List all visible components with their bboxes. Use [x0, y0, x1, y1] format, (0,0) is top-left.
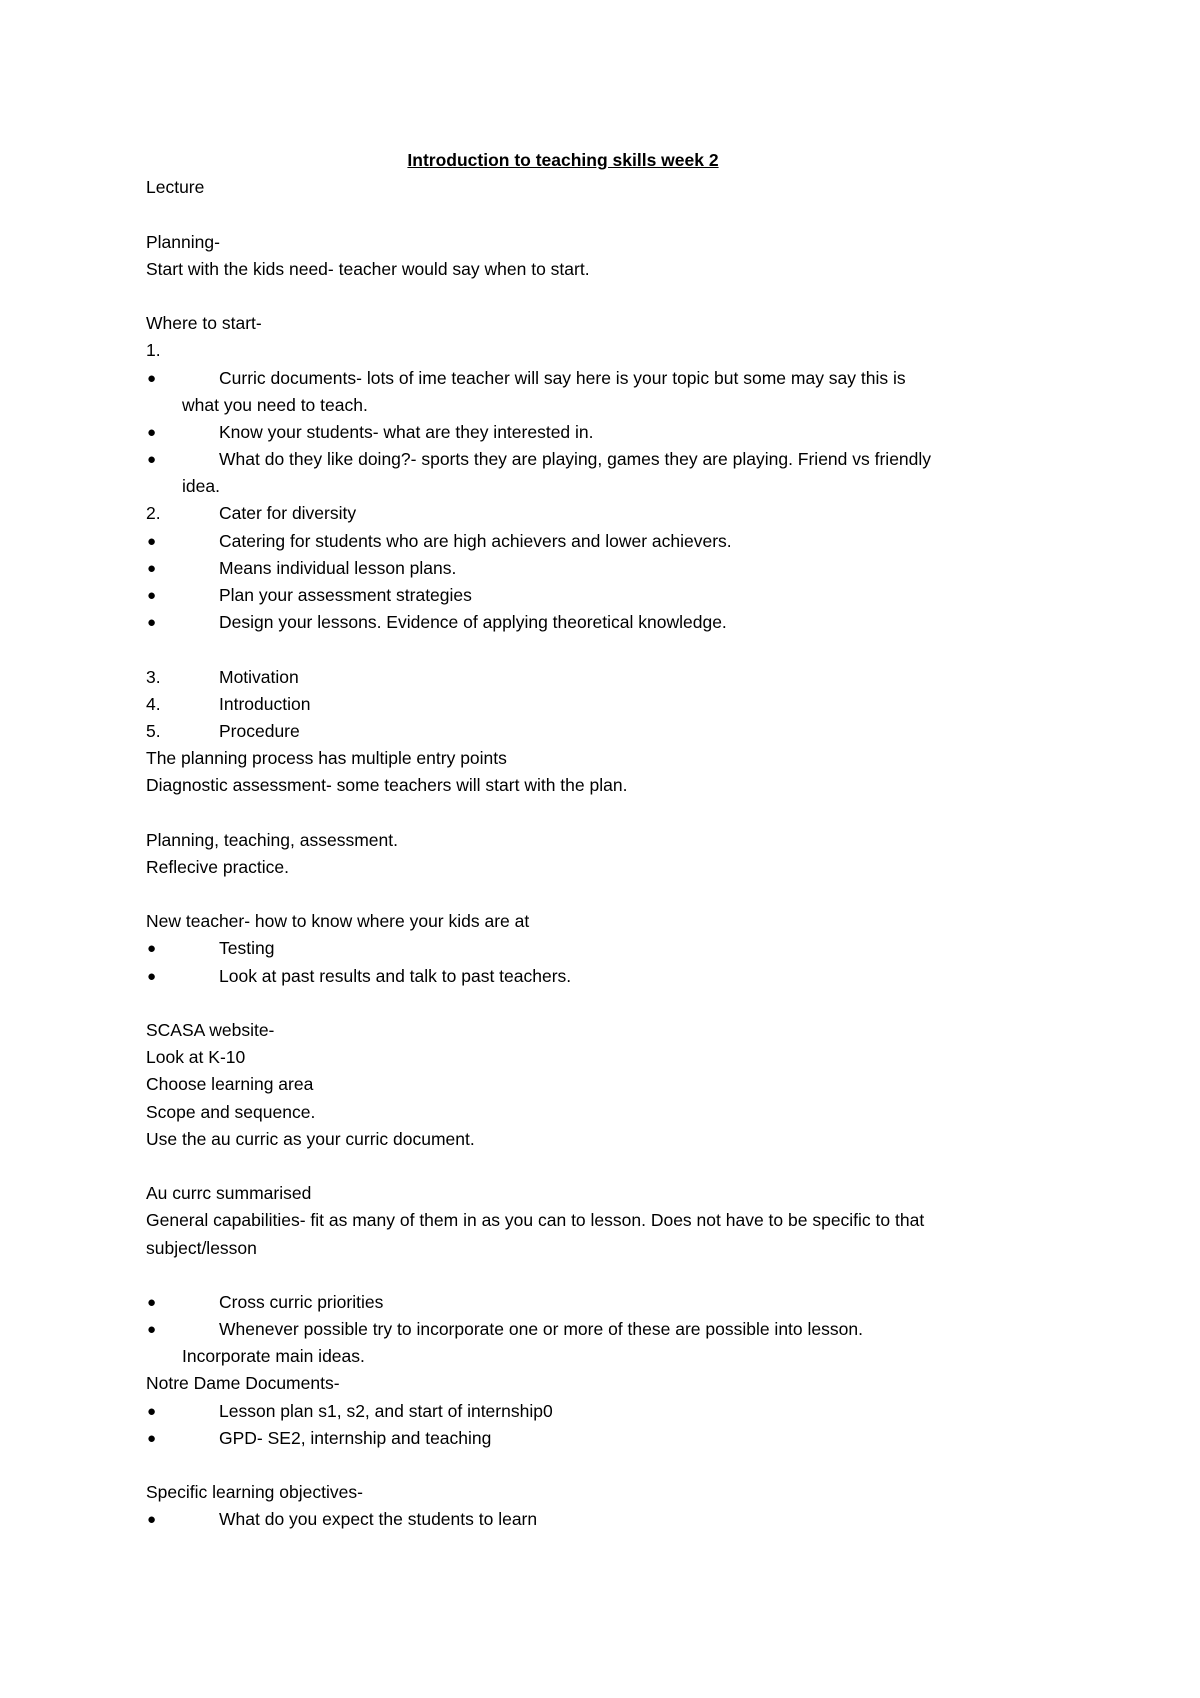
list-number: 1.: [146, 340, 161, 361]
text-line: Where to start-: [146, 313, 262, 334]
text-line: Specific learning objectives-: [146, 1482, 363, 1503]
list-item: ● Cross curric priorities: [146, 1289, 1066, 1316]
bullet-icon: ●: [147, 940, 157, 958]
bullet-icon: ●: [147, 1402, 157, 1420]
text-line: Lecture: [146, 177, 205, 198]
blank-line: [146, 1262, 1066, 1289]
blank-line: [146, 881, 1066, 908]
numbered-item: 5. Procedure: [146, 720, 300, 741]
numbered-item: 3. Motivation: [146, 666, 299, 687]
bullet-icon: ●: [147, 1321, 157, 1339]
bullet-icon: ●: [147, 423, 157, 441]
bullet-icon: ●: [147, 614, 157, 632]
text-line: Planning-: [146, 231, 220, 252]
text-line: New teacher- how to know where your kids are at: [146, 911, 530, 932]
numbered-item: 2. Cater for diversity: [146, 503, 357, 524]
list-item: ● Catering for students who are high achievers and lower achievers.: [146, 528, 1066, 555]
text-line: Reflecive practice.: [146, 856, 289, 877]
text-line: Use the au curric as your curric document.: [146, 1128, 475, 1149]
text-line: Au currc summarised: [146, 1183, 312, 1204]
blank-line: [146, 1452, 1066, 1479]
bullet-icon: ●: [147, 1293, 157, 1311]
document-title: Introduction to teaching skills week 2: [407, 150, 719, 170]
text-line: subject/lesson: [146, 1237, 257, 1258]
list-item: ● Know your students- what are they interested in.: [146, 419, 1066, 446]
text-line: Diagnostic assessment- some teachers will start with the plan.: [146, 775, 628, 796]
list-item: ● What do you expect the students to learn: [146, 1506, 1066, 1533]
bullet-icon: ●: [147, 1511, 157, 1529]
bullet-icon: ●: [147, 967, 157, 985]
text-line: Notre Dame Documents-: [146, 1373, 340, 1394]
document-body: [146, 147, 1066, 1534]
text-line: Planning, teaching, assessment.: [146, 829, 398, 850]
numbered-item: 4. Introduction: [146, 693, 311, 714]
text-line: The planning process has multiple entry points: [146, 748, 507, 769]
bullet-icon: ●: [147, 1429, 157, 1447]
list-item: ● Lesson plan s1, s2, and start of internship0: [146, 1398, 1066, 1425]
list-item-continuation: what you need to teach.: [182, 394, 368, 415]
blank-line: [146, 636, 1066, 663]
list-item-continuation: Incorporate main ideas.: [182, 1346, 365, 1367]
list-item: ● Plan your assessment strategies: [146, 582, 1066, 609]
text-line: Scope and sequence.: [146, 1101, 316, 1122]
blank-line: [146, 283, 1066, 310]
list-item-continuation: idea.: [182, 476, 220, 497]
text-line: Start with the kids need- teacher would say when to start.: [146, 258, 590, 279]
list-item: ● Means individual lesson plans.: [146, 555, 1066, 582]
bullet-icon: ●: [147, 532, 157, 550]
list-item: ● Look at past results and talk to past teachers.: [146, 963, 1066, 990]
list-item: ● GPD- SE2, internship and teaching: [146, 1425, 1066, 1452]
bullet-icon: ●: [147, 451, 157, 469]
text-line: Look at K-10: [146, 1047, 246, 1068]
list-item: ● Testing: [146, 935, 1066, 962]
blank-line: [146, 1153, 1066, 1180]
blank-line: [146, 201, 1066, 228]
list-item: ● Design your lessons. Evidence of applying theoretical knowledge.: [146, 609, 1066, 636]
list-item: ● Curric documents- lots of ime teacher will say here is your topic but some may say this is: [146, 365, 1066, 392]
text-line: General capabilities- fit as many of them in as you can to lesson. Does not have to be specific to that: [146, 1210, 925, 1231]
bullet-icon: ●: [147, 369, 157, 387]
blank-line: [146, 800, 1066, 827]
text-line: Choose learning area: [146, 1074, 314, 1095]
bullet-icon: ●: [147, 587, 157, 604]
text-line: SCASA website-: [146, 1020, 275, 1040]
list-item: ● Whenever possible try to incorporate one or more of these are possible into lesson.: [146, 1316, 1066, 1343]
bullet-icon: ●: [147, 559, 157, 577]
blank-line: [146, 990, 1066, 1017]
list-item: ● What do they like doing?- sports they are playing, games they are playing. Friend vs friendly: [146, 446, 1066, 473]
